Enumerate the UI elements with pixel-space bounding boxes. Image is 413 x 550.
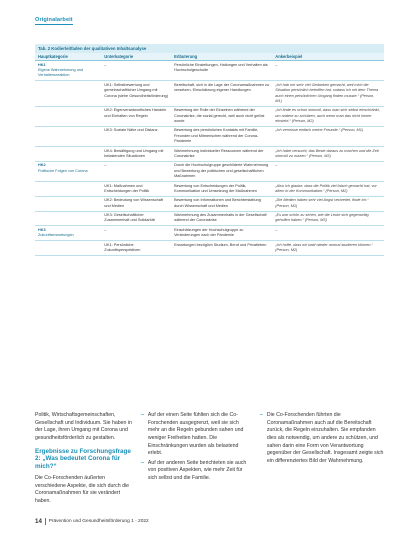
page-footer — [35, 518, 149, 525]
footer-divider — [45, 518, 46, 525]
body-column-2 — [141, 412, 247, 485]
header-ankerbeispiel: Ankerbeispiel — [272, 53, 384, 61]
cell-erlaeuterung: Erwartungen bezüglich Studium, Beruf und Privatleben — [171, 241, 272, 256]
cell-ankerbeispiel: – — [272, 61, 384, 81]
bullet-item — [141, 412, 247, 458]
journal-name: Prävention und Gesundheitsförderung 1 · 2022 — [48, 519, 149, 524]
main-category-text: Zukunftserwartungen — [38, 233, 74, 238]
table-row — [35, 196, 384, 211]
cell-ankerbeispiel: „Die Medien haben sehr viel Angst verbreitet, finde ich.“ (Person, M1) — [272, 196, 384, 211]
table-row — [35, 126, 384, 146]
cell-ankerbeispiel: „Es war schön zu sehen, wie die Leute sich gegenseitig geholfen haben.“ (Person, M3) — [272, 211, 384, 226]
cell-ankerbeispiel: „Also ich glaube, dass die Politik viel falsch gemacht hat, vor allem in der Kommunikation.“ (Person, M2) — [272, 181, 384, 196]
cell-ankerbeispiel: „Ich vermisse einfach meine Freunde.“ (Person, M1) — [272, 126, 384, 146]
bullet-item — [260, 412, 386, 465]
cell-erlaeuterung: Bewertung von Informationen und Berichterstattung durch Wissenschaft und Medien — [171, 196, 272, 211]
cell-hauptkategorie — [35, 126, 101, 146]
section-tag: Originalarbeit — [35, 17, 73, 23]
cell-ankerbeispiel: „Ich hoffe, dass wir bald wieder normal studieren können.“ (Person, M2) — [272, 241, 384, 256]
cell-unterkategorie: UK1: Maßnahmen und Entscheidungen der Politik — [101, 181, 171, 196]
cell-unterkategorie: UK1: Persönliche Zukunftsperspektiven — [101, 241, 171, 256]
cell-hauptkategorie — [35, 61, 101, 81]
coding-table — [35, 44, 384, 256]
header-erlaeuterung: Erläuterung — [171, 53, 272, 61]
cell-ankerbeispiel: „Ich finde es schon sinnvoll, dass man sich selbst einschränkt, um andere zu schützen, auch wenn man das nicht immer einsieht.“ (Person, M2) — [272, 106, 384, 126]
body-paragraph: Die Co-Forschenden äußerten verschiedene Aspekte, die sich durch die Coronamaßnahmen für sie verändert haben. — [35, 475, 130, 505]
cell-unterkategorie: – — [101, 226, 171, 241]
cell-erlaeuterung: Wahrnehmung des Zusammenhalts in der Gesellschaft während der Coronakrise — [171, 211, 272, 226]
page-number: 14 — [35, 518, 42, 525]
table-body — [35, 61, 384, 256]
body-column-3 — [260, 412, 386, 467]
cell-unterkategorie: UK4: Bewältigung und Umgang mit belastenden Situationen — [101, 146, 171, 161]
cell-erlaeuterung: Bereitschaft, sich in die Lage der Coronamaßnahmen zu versetzen, Einschätzung eigener Handlungen — [171, 81, 272, 106]
cell-unterkategorie: UK1: Selbstbewertung und gemeinschaftlicher Umgang mit Corona (siehe Gesundheitsförderung) — [101, 81, 171, 106]
cell-erlaeuterung: Bewertung der Rolle der Einzelnen während der Coronakrise, die sozial gerecht, weil auch nicht gelöst wurde — [171, 106, 272, 126]
cell-hauptkategorie — [35, 226, 101, 241]
dash-bullet-icon: – — [141, 459, 144, 466]
cell-erlaeuterung: Durch die Hochschulgruppe geschilderte Wahrnehmung und Bewertung der politischen und gesellschaftlichen Maßnahmen — [171, 161, 272, 181]
cell-unterkategorie: UK2: Bedeutung von Wissenschaft und Medien — [101, 196, 171, 211]
table-row — [35, 161, 384, 181]
table-row — [35, 106, 384, 126]
table-row — [35, 211, 384, 226]
section-heading: Ergebnisse zu Forschungsfrage 2: „Was bedeutet Corona für mich?“ — [35, 447, 131, 471]
cell-hauptkategorie — [35, 181, 101, 196]
cell-unterkategorie: – — [101, 161, 171, 181]
table-caption: Tab. 2 Kodierleitfaden der qualitativen Inhaltsanalyse — [35, 44, 384, 53]
cell-ankerbeispiel: „Ich habe versucht, das Beste daraus zu machen und die Zeit sinnvoll zu nutzen.“ (Person, M3) — [272, 146, 384, 161]
main-category-text: Eigene Wahrnehmung und Verhaltensreaktion — [38, 68, 84, 78]
table-row — [35, 226, 384, 241]
body-column-1 — [35, 412, 132, 508]
main-category-text: Politische Folgen von Corona — [38, 168, 88, 173]
cell-unterkategorie: – — [101, 61, 171, 81]
main-category-code: HK3 — [38, 228, 46, 233]
table-row — [35, 81, 384, 106]
dash-bullet-icon: – — [141, 412, 144, 418]
cell-hauptkategorie — [35, 146, 101, 161]
cell-erlaeuterung: Einschätzungen der Hochschulgruppe zu Veränderungen nach der Pandemie — [171, 226, 272, 241]
header-unterkategorie: Unterkategorie — [101, 53, 171, 61]
main-category-code: HK2 — [38, 163, 46, 168]
cell-erlaeuterung: Persönliche Einstellungen, Haltungen und Verhalten als Hochschulgeschulte — [171, 61, 272, 81]
bullet-text: Auf der anderen Seite berichteten sie auch von positiven Aspekten, wie mehr Zeit für sich selbst und die Familie. — [147, 459, 247, 482]
cell-unterkategorie: UK2: Eigenverantwortliches Handeln und Einhalten von Regeln — [101, 106, 171, 126]
cell-hauptkategorie — [35, 161, 101, 181]
dash-bullet-icon: – — [260, 412, 263, 418]
bullet-item — [141, 460, 247, 483]
cell-ankerbeispiel: – — [272, 226, 384, 241]
cell-unterkategorie: UK3: Gesellschaftlicher Zusammenhalt und Solidarität — [101, 211, 171, 226]
table-row — [35, 181, 384, 196]
cell-hauptkategorie — [35, 211, 101, 226]
coding-guide-table — [35, 53, 384, 257]
cell-hauptkategorie — [35, 106, 101, 126]
table-header-row — [35, 53, 384, 61]
cell-erlaeuterung: Bewertung des persönlichen Kontakts mit Familie, Freunden und Mitmenschen während der Corona-Pandemie — [171, 126, 272, 146]
cell-hauptkategorie — [35, 196, 101, 211]
cell-hauptkategorie — [35, 241, 101, 256]
table-row — [35, 241, 384, 256]
header-hauptkategorie: Hauptkategorie — [35, 53, 101, 61]
table-row — [35, 61, 384, 81]
cell-ankerbeispiel: – — [272, 161, 384, 181]
cell-unterkategorie: UK3: Soziale Nähe und Distanz — [101, 126, 171, 146]
table-row — [35, 146, 384, 161]
main-category-code: HK1 — [38, 63, 46, 68]
cell-ankerbeispiel: „Ich hab mir sehr viel Gedanken gemacht, weil mich die Situation persönlich betroffen hat, sodass ich mit dem Thema auch einen persönlichen Umgang finden musste.“ (Person, M1) — [272, 81, 384, 106]
cell-erlaeuterung: Wahrnehmung individueller Ressourcen während der Coronakrise — [171, 146, 272, 161]
cell-hauptkategorie — [35, 81, 101, 106]
body-paragraph: Politik, Wirtschaftsgemeinschaften, Gesellschaft und Individuum. Sie haben in der Lage, ihren Umgang mit Corona und gesundheitsförderlich zu gestalten. — [35, 412, 132, 441]
cell-erlaeuterung: Bewertung von Entscheidungen der Politik, Kommunikation und Umsetzung der Maßnahmen — [171, 181, 272, 196]
bullet-text: Auf der einen Seite fühlten sich die Co-Forschenden ausgegrenzt, weil sie sich mehr an die Regeln gebunden sahen und weniger Freiheiten hatten. Die Einschränkungen wurden als belastend erlebt. — [147, 412, 244, 457]
bullet-text: Die Co-Forschenden führten die Coronamaßnahmen auch auf die Bereitschaft zurück, die Regeln einzuhalten. Sie empfanden dies als notwendig, um andere zu schützen, und sahen darin eine Form von Verantwortung gegenüber der Gesellschaft. Insgesamt zeigte sich ein differenziertes Bild der Wahrnehmung. — [266, 412, 384, 464]
